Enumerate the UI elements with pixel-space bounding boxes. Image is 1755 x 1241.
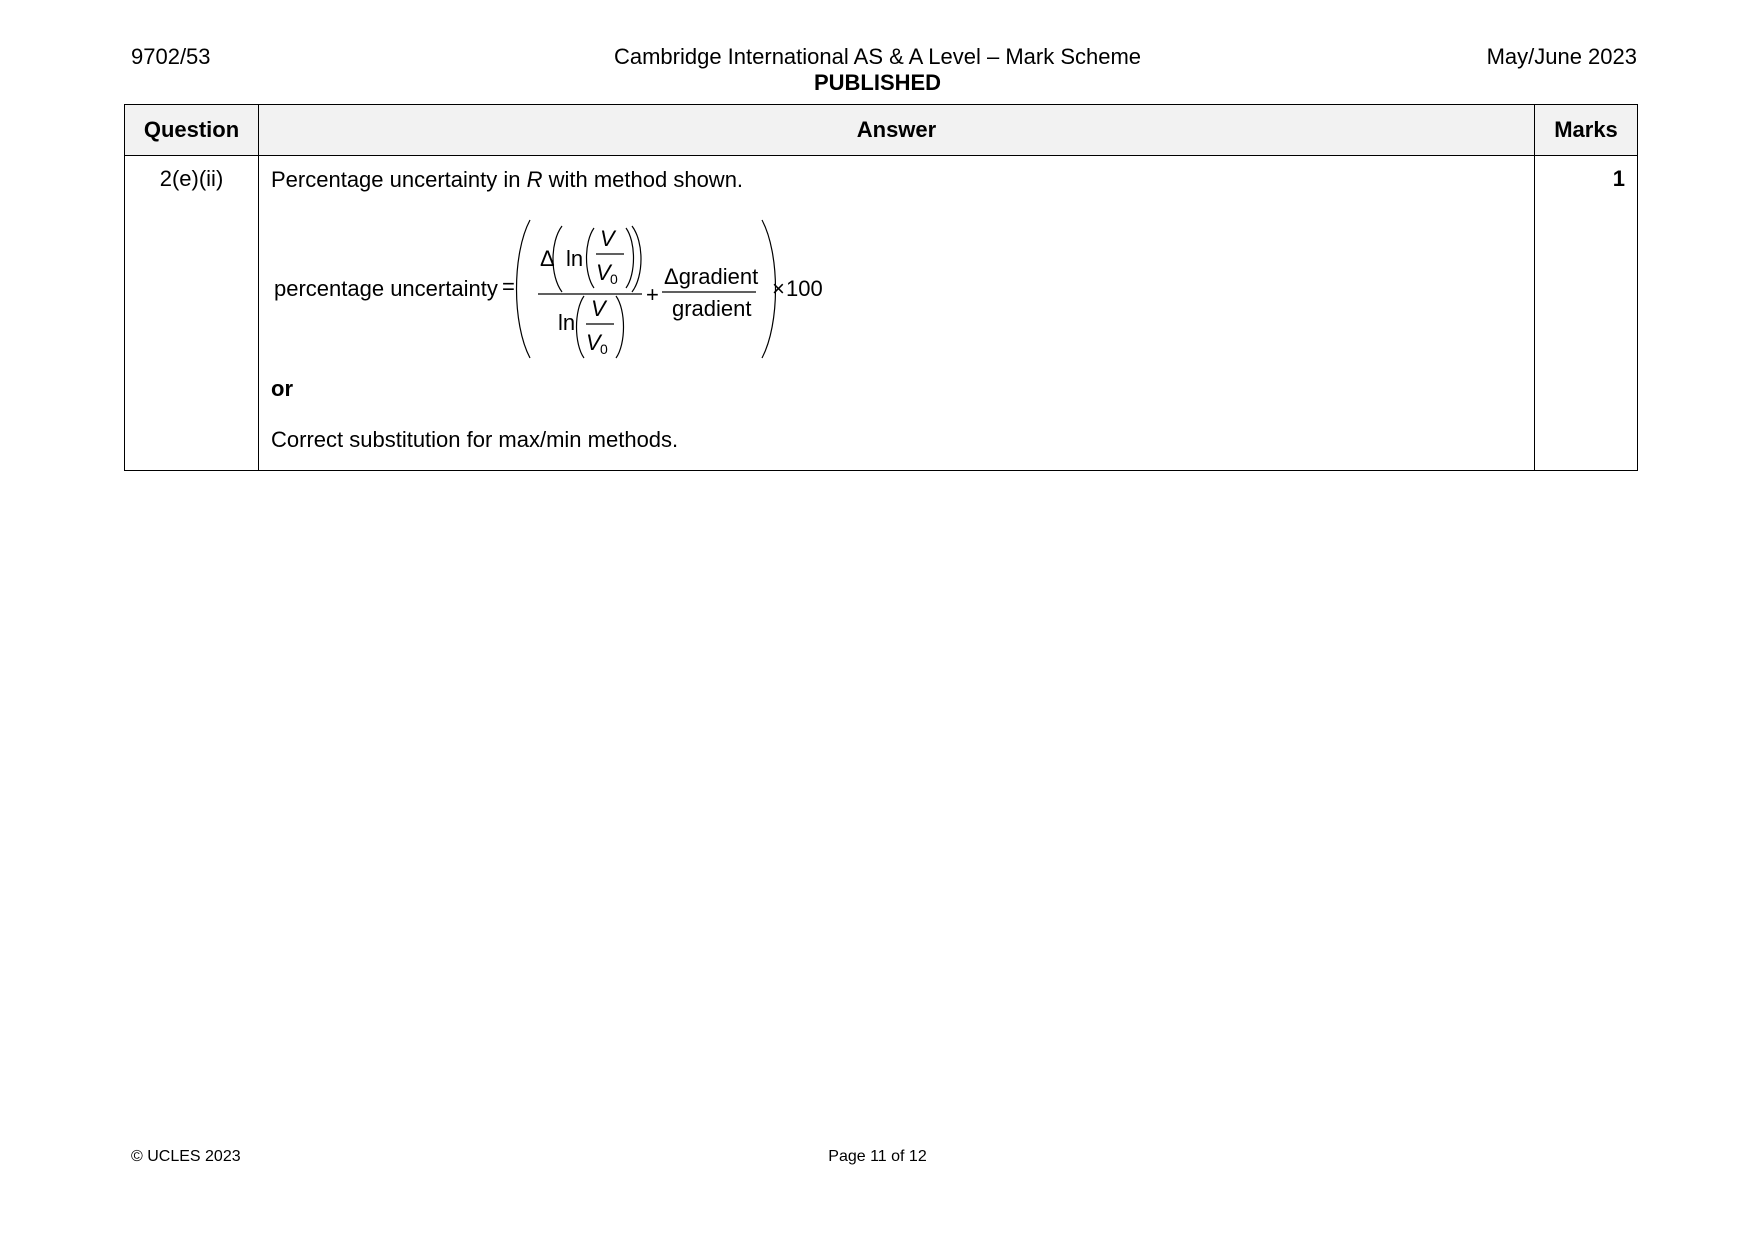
equals-sign: =: [501, 274, 515, 299]
column-header-question: Question: [125, 105, 259, 156]
marks-value: 1: [1535, 156, 1638, 471]
alternative-method: Correct substitution for max/min methods.: [271, 427, 679, 452]
plus-sign: +: [645, 282, 659, 307]
table-row: [125, 156, 1638, 471]
column-header-marks: Marks: [1535, 105, 1638, 156]
answer-intro: [271, 166, 1522, 194]
answer-intro-post: with method shown.: [542, 167, 744, 192]
page-number: Page 11 of 12: [828, 1148, 927, 1165]
numerator-var-den-sub: 0: [609, 271, 618, 287]
document-title: Cambridge International AS & A Level – Mark Scheme: [613, 44, 1142, 69]
denominator-var-den-sub: 0: [599, 341, 608, 357]
denominator-var: V: [590, 296, 606, 321]
mark-scheme-table: [124, 104, 1638, 471]
answer-intro-variable: R: [526, 167, 543, 192]
ln-denominator: ln: [557, 310, 575, 335]
fraction-numerator: Δgradient: [663, 264, 759, 289]
numerator-var: V: [599, 226, 615, 251]
copyright: © UCLES 2023: [131, 1148, 241, 1165]
times-sign: ×: [771, 276, 785, 301]
multiplier: 100: [785, 276, 823, 301]
fraction-denominator: gradient: [671, 296, 752, 321]
numerator-var-den: V: [595, 260, 611, 285]
question-number: 2(e)(ii): [125, 156, 259, 471]
or-label: or: [271, 376, 293, 401]
exam-session: May/June 2023: [1486, 44, 1637, 69]
column-header-answer: Answer: [259, 105, 1535, 156]
answer-intro-pre: Percentage uncertainty in: [271, 167, 527, 192]
denominator-var-den: V: [585, 330, 601, 355]
formula-expression: [500, 214, 1060, 364]
uncertainty-formula: [271, 214, 1522, 364]
formula-label: percentage uncertainty: [274, 276, 498, 301]
delta-symbol: Δ: [539, 246, 555, 271]
published-label: PUBLISHED: [813, 70, 942, 95]
ln-numerator: ln: [565, 246, 583, 271]
table-header-row: [125, 105, 1638, 156]
answer-cell: [259, 156, 1535, 471]
paper-code: 9702/53: [131, 44, 211, 69]
